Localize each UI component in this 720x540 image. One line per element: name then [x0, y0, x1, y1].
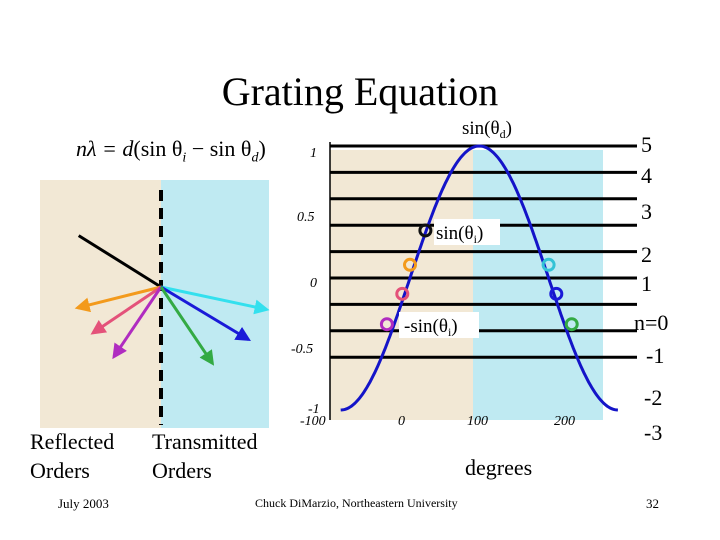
- plot-reflected-region: [330, 150, 473, 420]
- y-tick-label: 1: [310, 146, 317, 161]
- footer-author: Chuck DiMarzio, Northeastern University: [255, 496, 458, 510]
- page-number: 32: [646, 496, 659, 511]
- x-axis-title: degrees: [465, 455, 533, 480]
- equation-sub-d: d: [251, 150, 259, 166]
- order-label: 2: [641, 242, 652, 267]
- transmitted-region: [161, 180, 269, 428]
- order-label: -2: [644, 385, 663, 410]
- equation-lhs: nλ = d: [76, 136, 134, 161]
- neg-sin-i-label: $-\sin(\theta_i)$: [404, 316, 458, 339]
- y-tick-label: 0: [310, 276, 317, 291]
- order-label: 5: [641, 132, 652, 157]
- y-tick-label: 0.5: [297, 210, 315, 225]
- grating-panel: [40, 180, 269, 428]
- transmitted-orders-caption: Transmitted Orders: [152, 429, 258, 483]
- equation-sub-i: i: [182, 150, 187, 166]
- order-label: -1: [646, 343, 665, 368]
- equation-minus: − sin θ: [186, 136, 252, 161]
- y-axis: [291, 146, 320, 417]
- x-tick-label: 0: [398, 414, 405, 429]
- y-tick-label: -1: [308, 402, 320, 417]
- x-tick-label: -100: [300, 414, 326, 429]
- sin-i-label: $\sin(\theta_i)$: [436, 223, 484, 246]
- plot-panel: [330, 142, 637, 420]
- order-label: 4: [641, 163, 652, 188]
- sin-d-label: $\sin(\theta_d)$: [462, 118, 512, 141]
- order-label: 1: [641, 271, 652, 296]
- footer-date: July 2003: [58, 496, 109, 511]
- reflected-region: [40, 180, 161, 428]
- slide-title: Grating Equation: [221, 69, 499, 114]
- x-tick-label: 200: [554, 414, 575, 429]
- y-tick-label: -0.5: [291, 342, 314, 357]
- order-label: 3: [641, 199, 652, 224]
- x-tick-label: 100: [467, 414, 488, 429]
- plot-transmitted-region: [473, 150, 603, 420]
- order-label: n=0: [634, 310, 669, 335]
- equation-open: (sin θ: [133, 136, 183, 161]
- reflected-orders-caption: Reflected Orders: [30, 429, 115, 483]
- equation-close: ): [258, 136, 266, 161]
- order-labels: [634, 132, 668, 445]
- order-label: -3: [644, 420, 663, 445]
